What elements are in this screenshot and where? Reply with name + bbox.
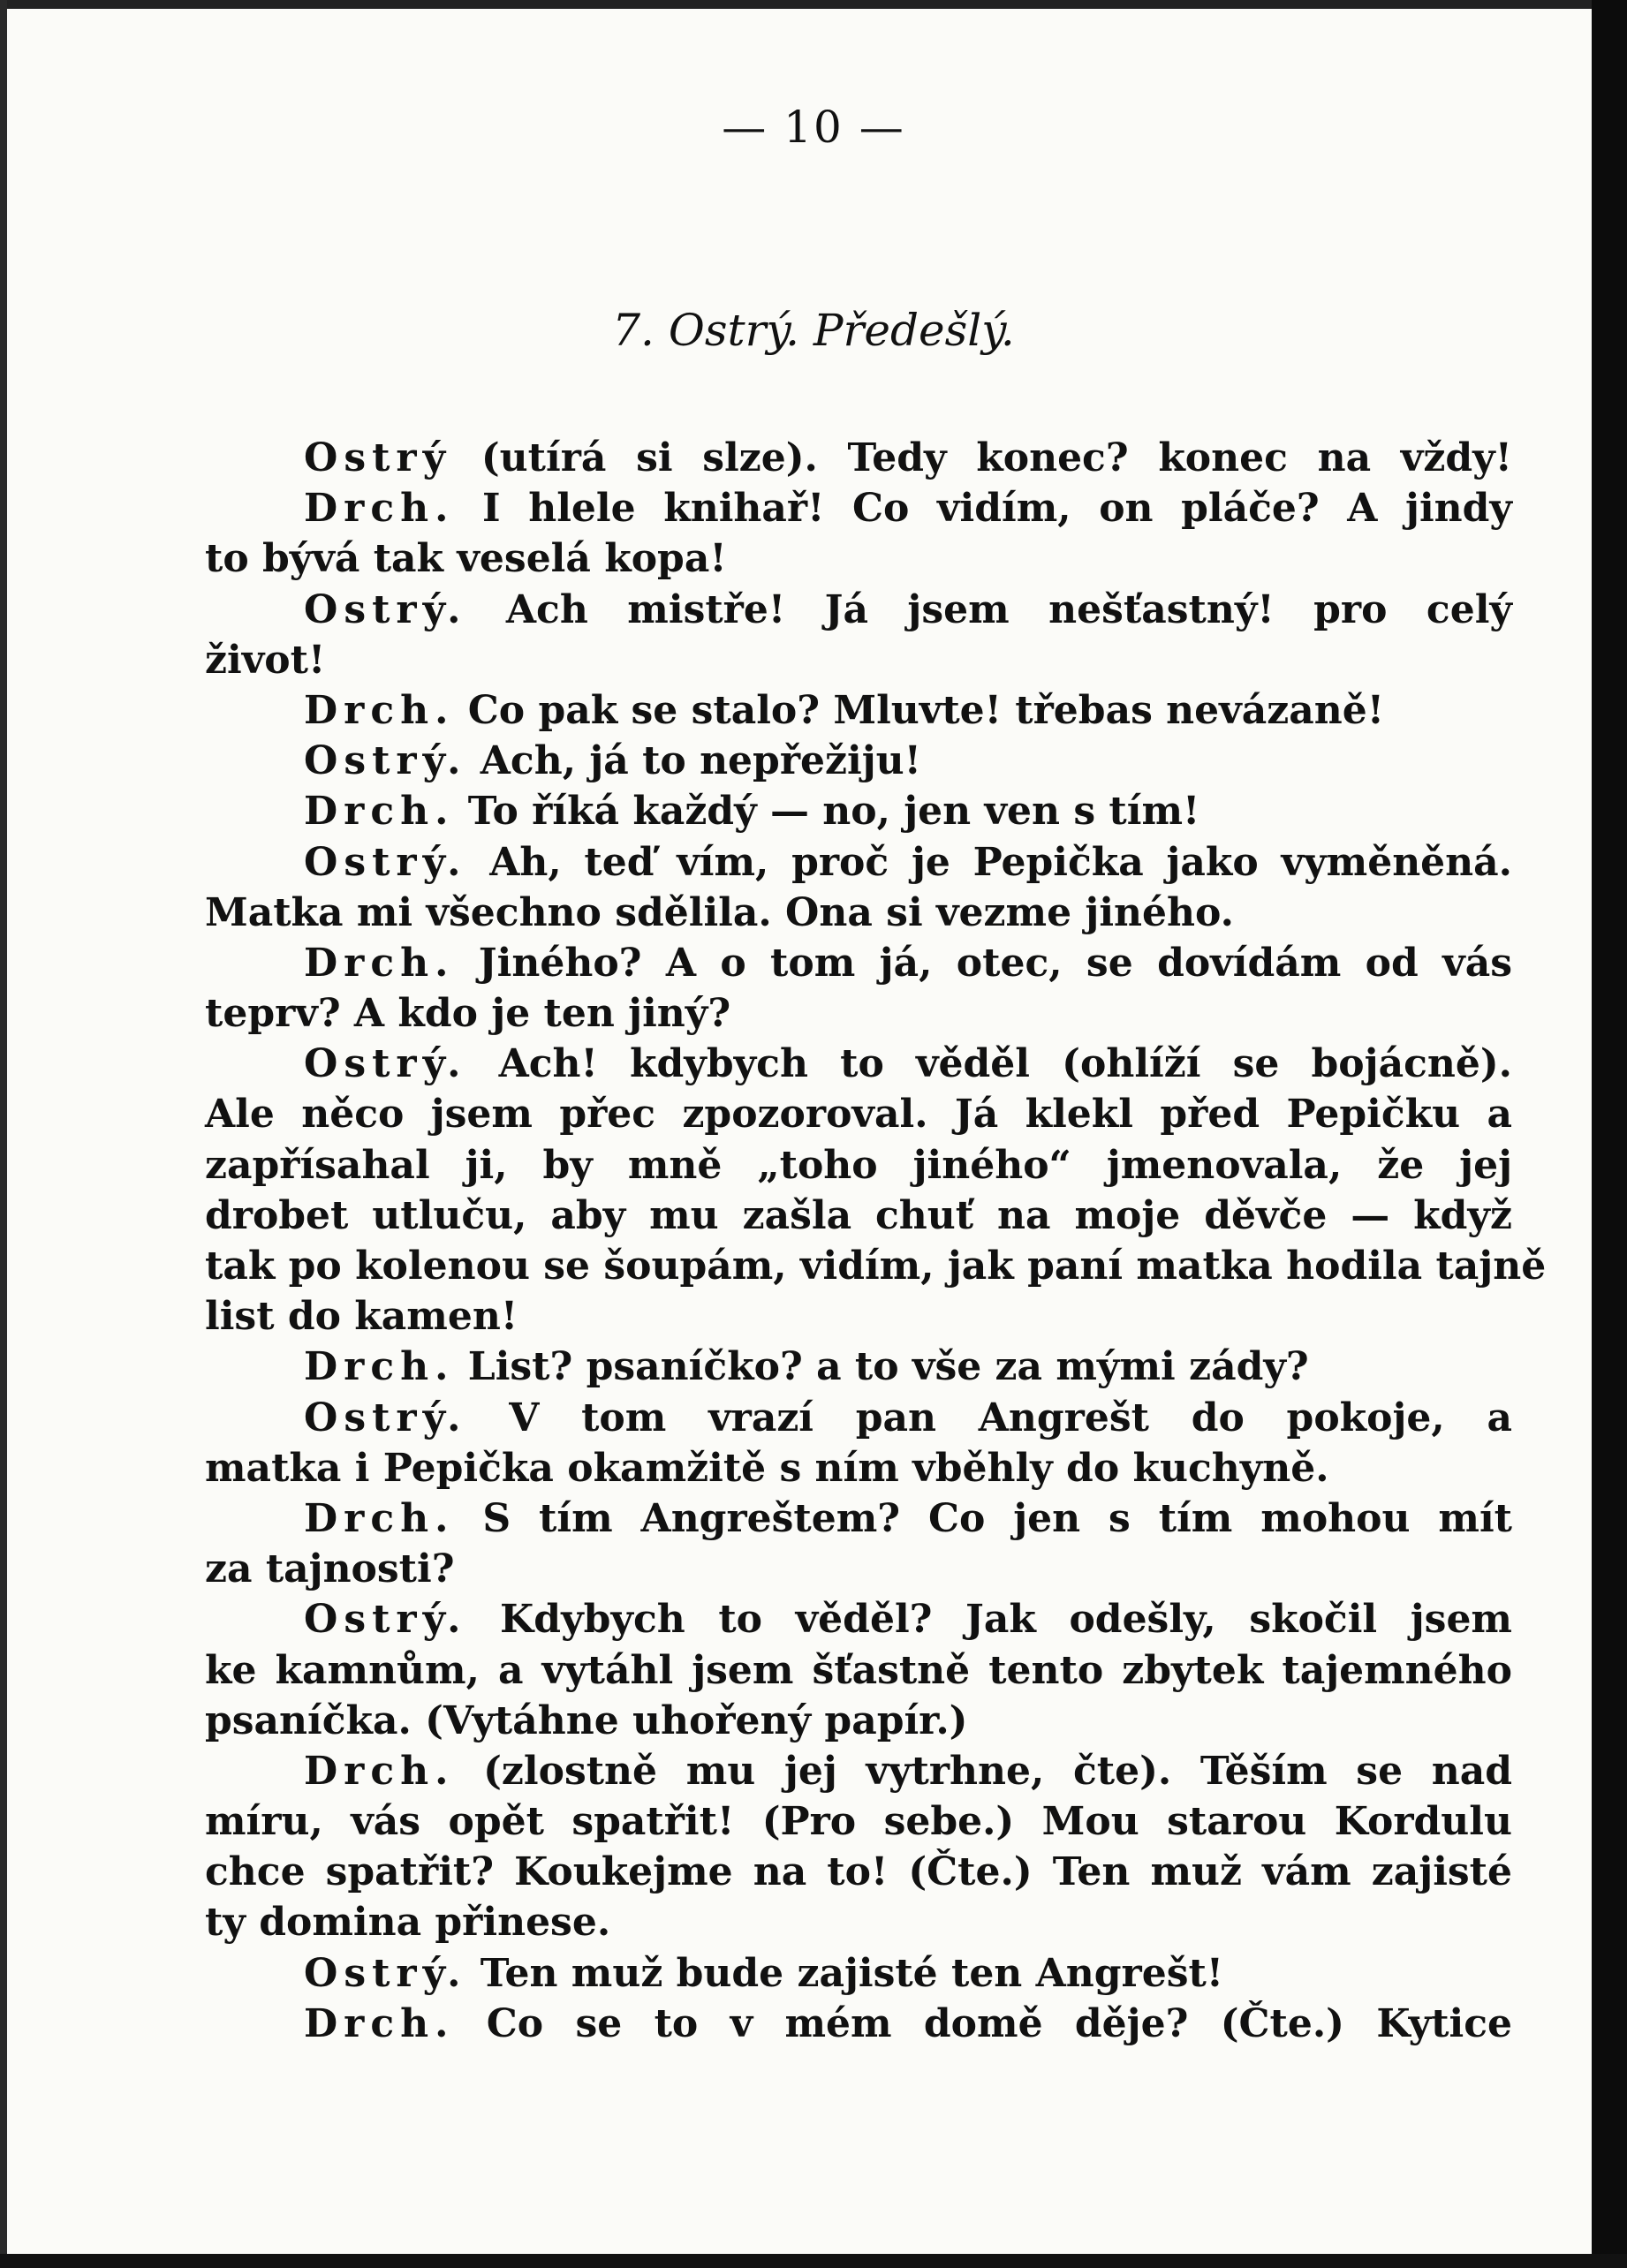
line-text: (zlostně mu jej vytrhne, čte). Těším se nad xyxy=(454,1748,1512,1794)
speaker-name: Drch. xyxy=(304,940,455,986)
text-line xyxy=(205,1241,1547,1291)
speaker-name: Ostrý. xyxy=(304,586,467,632)
speaker-name: Drch. xyxy=(304,2000,455,2046)
text-line xyxy=(205,1291,1512,1342)
text-line xyxy=(205,1393,1512,1443)
line-text: S tím Angreštem? Co jen s tím mohou mít xyxy=(454,1495,1512,1541)
text-line xyxy=(205,1796,1512,1847)
text-line xyxy=(205,736,1512,786)
text-line xyxy=(205,1645,1512,1696)
line-text: život! xyxy=(205,637,326,683)
line-text: Co se to v mém domě děje? (Čte.) Kytice xyxy=(454,2000,1512,2046)
line-text: Jiného? A o tom já, otec, se dovídám od vás xyxy=(454,940,1512,986)
speaker-name: Ostrý. xyxy=(304,1041,467,1087)
scan-edge-top xyxy=(0,0,1627,9)
speaker-name: Drch. xyxy=(304,486,455,532)
speaker-name: Ostrý xyxy=(304,435,452,480)
text-line xyxy=(205,585,1512,635)
text-line xyxy=(205,1847,1512,1897)
line-text: to bývá tak veselá kopa! xyxy=(205,536,727,582)
text-line xyxy=(205,786,1512,836)
speaker-name: Ostrý. xyxy=(304,1597,467,1643)
line-text: list do kamen! xyxy=(205,1294,518,1340)
line-text: zapřísahal ji, by mně „toho jiného“ jmenovala, že jej xyxy=(205,1142,1512,1188)
line-text: (utírá si slze). Tedy konec? konec na vždy! xyxy=(451,435,1512,480)
text-line xyxy=(205,1999,1512,2049)
line-text: matka i Pepička okamžitě s ním vběhly do kuchyně. xyxy=(205,1445,1329,1491)
line-text: Ach! kdybych to věděl (ohlíží se bojácně). xyxy=(466,1041,1512,1087)
text-line xyxy=(205,635,1512,685)
scene-heading: 7. Ostrý. Předešlý. xyxy=(612,305,1015,356)
text-line xyxy=(205,1493,1512,1544)
speaker-name: Ostrý. xyxy=(304,1395,467,1440)
page-number: — 10 — xyxy=(722,102,905,153)
speaker-name: Drch. xyxy=(304,789,455,835)
text-line xyxy=(205,988,1512,1039)
line-text: míru, vás opět spatřit! (Pro sebe.) Mou starou Kordulu xyxy=(205,1799,1512,1845)
line-text: Kdybych to věděl? Jak odešly, skočil jsem xyxy=(466,1597,1512,1643)
line-text: Matka mi všechno sdělila. Ona si vezme jiného. xyxy=(205,889,1234,935)
text-line xyxy=(205,888,1512,938)
line-text: drobet utluču, aby mu zašla chuť na moje děvče — když xyxy=(205,1192,1512,1238)
line-text: chce spatřit? Koukejme na to! (Čte.) Ten muž vám zajisté xyxy=(205,1849,1512,1895)
speaker-name: Ostrý. xyxy=(304,738,467,784)
text-line xyxy=(205,1696,1512,1746)
text-line xyxy=(205,1443,1512,1493)
line-text: Ten muž bude zajisté ten Angrešt! xyxy=(466,1950,1224,1996)
text-line xyxy=(205,483,1512,533)
text-line xyxy=(205,938,1512,988)
text-line xyxy=(205,685,1512,736)
text-line xyxy=(205,1746,1512,1796)
scan-edge-bottom xyxy=(0,2254,1627,2268)
line-text: Co pak se stalo? Mluvte! třebas nevázaně! xyxy=(454,687,1385,733)
line-text: ty domina přinese. xyxy=(205,1900,611,1946)
line-text: psaníčka. (Vytáhne uhořený papír.) xyxy=(205,1697,968,1743)
text-line xyxy=(205,837,1512,888)
line-text: V tom vrazí pan Angrešt do pokoje, a xyxy=(466,1395,1512,1440)
line-text: Ach, já to nepřežiju! xyxy=(466,738,921,784)
line-text: Ale něco jsem přec zpozoroval. Já klekl před Pepičku a xyxy=(205,1092,1512,1138)
line-text: To říká každý — no, jen ven s tím! xyxy=(454,789,1200,835)
line-text: teprv? A kdo je ten jiný? xyxy=(205,991,731,1037)
speaker-name: Drch. xyxy=(304,687,455,733)
text-line xyxy=(205,533,1512,584)
dialogue-body xyxy=(205,433,1547,2049)
text-line xyxy=(205,1342,1512,1392)
text-line xyxy=(205,1948,1512,1999)
speaker-name: Drch. xyxy=(304,1344,455,1390)
speaker-name: Drch. xyxy=(304,1495,455,1541)
line-text: Ah, teď vím, proč je Pepička jako vyměněná. xyxy=(466,839,1512,885)
line-text: za tajnosti? xyxy=(205,1546,455,1592)
text-line xyxy=(205,1140,1512,1191)
speaker-name: Ostrý. xyxy=(304,839,467,885)
line-text: Ach mistře! Já jsem nešťastný! pro celý xyxy=(466,586,1512,632)
text-line xyxy=(205,1544,1512,1594)
speaker-name: Ostrý. xyxy=(304,1950,467,1996)
text-line xyxy=(205,1039,1512,1089)
speaker-name: Drch. xyxy=(304,1748,455,1794)
line-text: tak po kolenou se šoupám, vidím, jak paní matka hodila tajně xyxy=(205,1244,1547,1289)
line-text: I hlele knihař! Co vidím, on pláče? A jindy xyxy=(454,486,1512,532)
text-line xyxy=(205,1897,1512,1947)
line-text: ke kamnům, a vytáhl jsem šťastně tento zbytek tajemného xyxy=(205,1647,1512,1693)
text-line xyxy=(205,433,1512,483)
text-line xyxy=(205,1191,1512,1241)
text-line xyxy=(205,1594,1512,1644)
line-text: List? psaníčko? a to vše za mými zády? xyxy=(454,1344,1309,1390)
text-line xyxy=(205,1089,1512,1139)
